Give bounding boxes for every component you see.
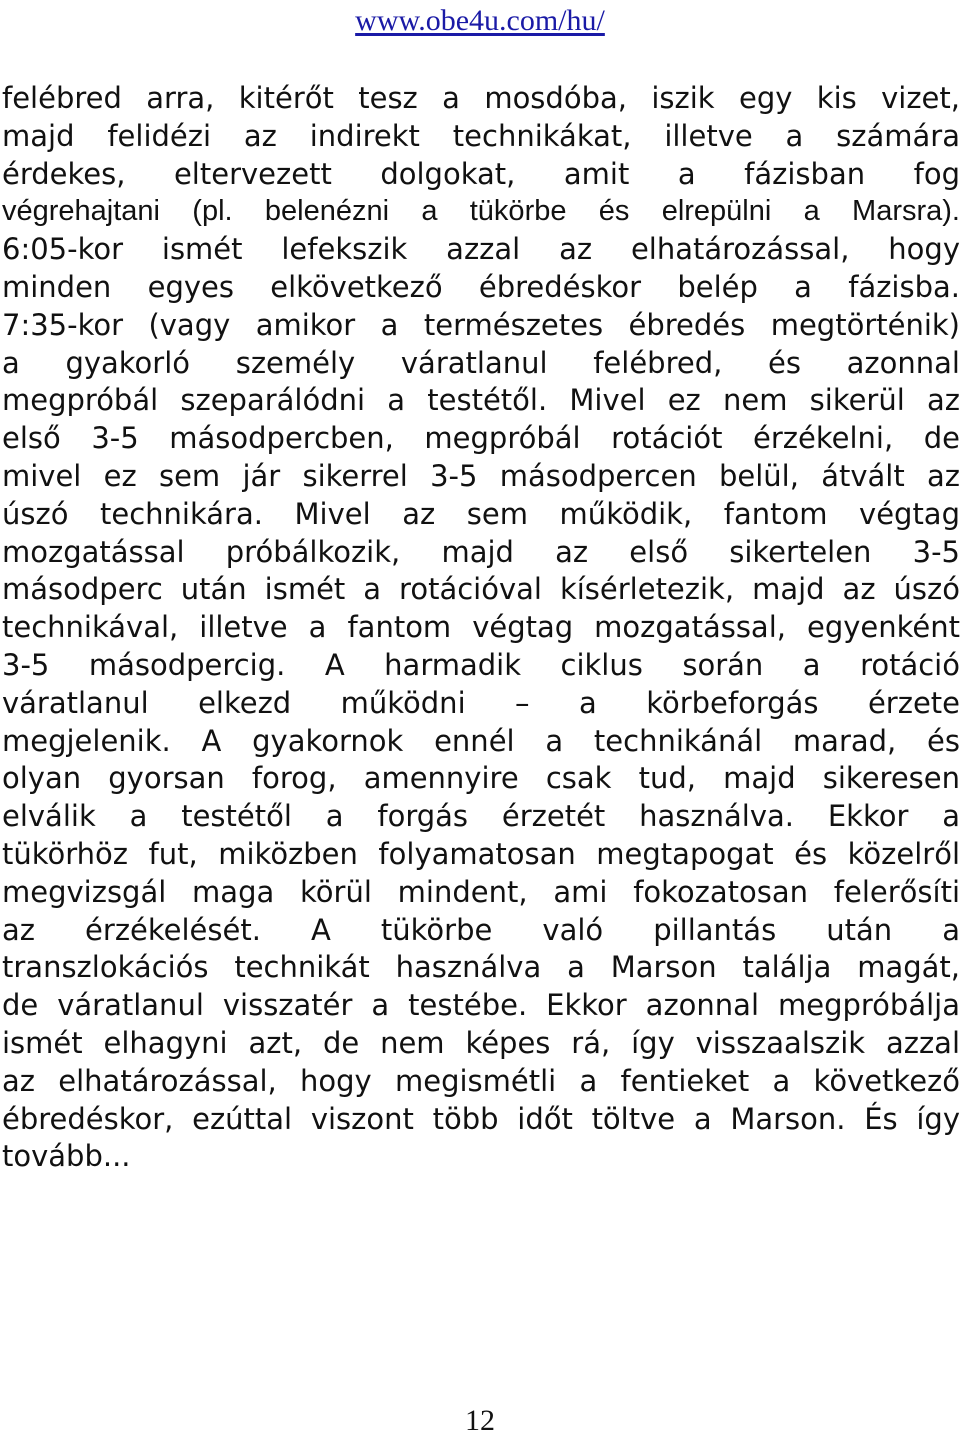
text-line: végrehajtani (pl. belenézni a tükörbe és elrepülni a Marsra). [2,195,960,228]
text-line: felébred arra, kitérőt tesz a mosdóba, iszik egy kis vizet, [2,81,960,115]
text-line: érdekes, eltervezett dolgokat, amit a fázisban fog [2,156,960,191]
text-line: minden egyes elkövetkező ébredéskor belép a fázisba. [2,269,960,304]
text-line: megpróbál szeparálódni a testétől. Mivel ez nem sikerül az [2,383,960,418]
text-line: első 3-5 másodpercben, megpróbál rotációt érzékelni, de [2,421,960,456]
text-line: megjelenik. A gyakornok ennél a technikánál marad, és [2,723,960,758]
text-line: transzlokációs technikát használva a Marson találja magát, [2,950,960,985]
text-line: ismét elhagyni azt, de nem képes rá, így visszaalszik azzal [2,1025,960,1060]
text-line: az érzékelését. A tükörbe való pillantás után a [2,912,960,947]
text-line: tükörhöz fut, miközben folyamatosan megtapogat és közelről [2,836,960,871]
text-line: váratlanul elkezd működni – a körbeforgás érzete [2,685,960,720]
text-line: de váratlanul visszatér a testébe. Ekkor azonnal megpróbálja [2,988,960,1023]
text-line: úszó technikára. Mivel az sem működik, fantom végtag [2,496,960,531]
body-paragraph [2,80,960,1176]
text-line: 3-5 másodpercig. A harmadik ciklus során a rotáció [2,647,960,682]
text-line: olyan gyorsan forog, amennyire csak tud, majd sikeresen [2,761,960,796]
text-line: ébredéskor, ezúttal viszont több időt töltve a Marson. És így [2,1101,960,1136]
header-url-link[interactable]: www.obe4u.com/hu/ [355,4,605,37]
text-line: megvizsgál maga körül mindent, ami fokozatosan felerősíti [2,874,960,909]
page-number: 12 [465,1404,495,1437]
text-line: tovább... [2,1139,131,1174]
text-line: majd felidézi az indirekt technikákat, illetve a számára [2,118,960,153]
text-line: 6:05-kor ismét lefekszik azzal az elhatározással, hogy [2,232,960,267]
text-line: 7:35-kor (vagy amikor a természetes ébredés megtörténik) [2,307,960,342]
text-line: technikával, illetve a fantom végtag mozgatással, egyenként [2,610,960,645]
text-line: másodperc után ismét a rotációval kísérletezik, majd az úszó [2,572,960,607]
text-line: elválik a testétől a forgás érzetét használva. Ekkor a [2,799,960,834]
text-line: az elhatározással, hogy megismétli a fentieket a következő [2,1063,960,1098]
text-line: mozgatással próbálkozik, majd az első sikertelen 3-5 [2,534,960,569]
text-line: a gyakorló személy váratlanul felébred, és azonnal [2,345,960,380]
text-line: mivel ez sem jár sikerrel 3-5 másodpercen belül, átvált az [2,458,960,493]
